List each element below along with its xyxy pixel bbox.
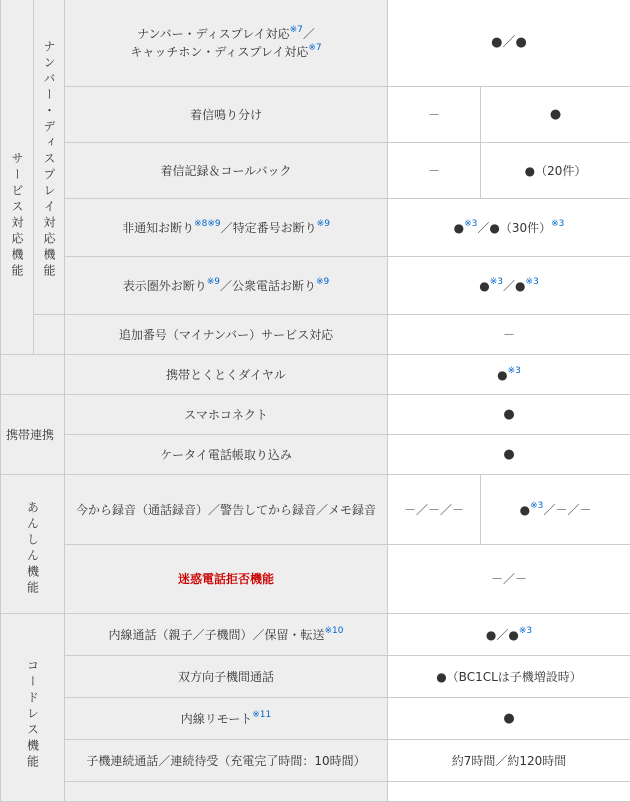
feature-value: ●$^{※3}$／●$^{※3}$	[388, 257, 630, 315]
table-row	[1, 87, 630, 143]
feature-label: 携帯とくとくダイヤル	[65, 355, 388, 395]
feature-label: 着信鳴り分け	[65, 87, 388, 143]
category-cordless-label: コードレス機能	[26, 645, 40, 771]
feature-label: 双方向子機間通話	[65, 656, 388, 698]
table-row	[1, 740, 630, 782]
note-marker: ※3	[530, 501, 543, 511]
note-marker: ※8※9	[194, 219, 221, 229]
feature-value-b: ●$^{※3}$／－／－	[481, 475, 630, 545]
feature-value: ●$^{※3}$	[388, 355, 630, 395]
feature-label[interactable]	[65, 545, 388, 614]
note-marker: ※10	[325, 626, 344, 636]
feature-value-a: －	[388, 87, 481, 143]
note-marker: ※9	[207, 277, 220, 287]
category-service	[1, 0, 34, 355]
feature-value: －／－	[388, 545, 630, 614]
feature-label: 非通知お断り$^{※8※9}$／特定番号お断り$^{※9}$	[65, 199, 388, 257]
empty-cell	[65, 782, 388, 802]
category-number-display	[34, 0, 65, 315]
feature-label: 追加番号（マイナンバー）サービス対応	[65, 315, 388, 355]
category-anshin-label: あんしん機能	[26, 491, 40, 597]
empty-cell	[1, 355, 65, 395]
category-cordless	[1, 614, 65, 802]
table-row	[1, 545, 630, 614]
empty-cell	[34, 315, 65, 355]
feature-value: ●	[388, 395, 630, 435]
category-mobile	[1, 395, 65, 475]
table-row	[1, 395, 630, 435]
note-marker: ※7	[290, 25, 303, 35]
feature-label: 着信記録＆コールバック	[65, 143, 388, 199]
note-marker: ※3	[551, 219, 564, 229]
category-number-display-label: ナンバー・ディスプレイ対応機能	[42, 34, 56, 280]
empty-cell	[388, 782, 630, 802]
feature-label: 内線リモート$^{※11}$	[65, 698, 388, 740]
table-row	[1, 475, 630, 545]
note-marker: ※3	[508, 366, 521, 376]
feature-value: ●	[388, 435, 630, 475]
feature-value: ●（BC1CLは子機増設時）	[388, 656, 630, 698]
feature-label: 内線通話（親子／子機間）／保留・転送$^{※10}$	[65, 614, 388, 656]
table-row	[1, 355, 630, 395]
note-marker: ※11	[252, 710, 271, 720]
note-marker: ※7	[308, 43, 321, 53]
feature-value: ●	[388, 698, 630, 740]
feature-value-a: －／－／－	[388, 475, 481, 545]
table-row	[1, 656, 630, 698]
feature-value: ●／●$^{※3}$	[388, 614, 630, 656]
table-row	[1, 614, 630, 656]
table-row	[1, 315, 630, 355]
feature-value-b: ●（20件）	[481, 143, 630, 199]
feature-value-a: －	[388, 143, 481, 199]
feature-value-b: ●	[481, 87, 630, 143]
nuisance-call-reject-link[interactable]: 迷惑電話拒否機能	[178, 572, 274, 586]
feature-label: ナンバー・ディスプレイ対応$^{※7}$／ キャッチホン・ディスプレイ対応$^{※7}$	[65, 0, 388, 87]
table-row	[1, 257, 630, 315]
category-service-label: サービス対応機能	[10, 74, 24, 280]
table-row	[1, 698, 630, 740]
table-row	[1, 143, 630, 199]
category-anshin	[1, 475, 65, 614]
feature-label: 子機連続通話／連続待受（充電完了時間：10時間）	[65, 740, 388, 782]
note-marker: ※9	[317, 219, 330, 229]
feature-value: 約7時間／約120時間	[388, 740, 630, 782]
feature-label: スマホコネクト	[65, 395, 388, 435]
note-marker: ※3	[525, 277, 538, 287]
category-mobile-label: 携帯連携	[1, 426, 64, 444]
note-marker: ※3	[519, 626, 532, 636]
note-marker: ※3	[464, 219, 477, 229]
feature-label: 表示圏外お断り$^{※9}$／公衆電話お断り$^{※9}$	[65, 257, 388, 315]
note-marker: ※3	[490, 277, 503, 287]
table-row	[1, 0, 630, 87]
table-row	[1, 782, 630, 802]
note-marker: ※9	[316, 277, 329, 287]
feature-label: 今から録音（通話録音）／警告してから録音／メモ録音	[65, 475, 388, 545]
feature-value: ●$^{※3}$／●（30件）$^{※3}$	[388, 199, 630, 257]
feature-label: ケータイ電話帳取り込み	[65, 435, 388, 475]
table-row	[1, 199, 630, 257]
feature-value: －	[388, 315, 630, 355]
table-row	[1, 435, 630, 475]
feature-value: ●／●	[388, 0, 630, 87]
